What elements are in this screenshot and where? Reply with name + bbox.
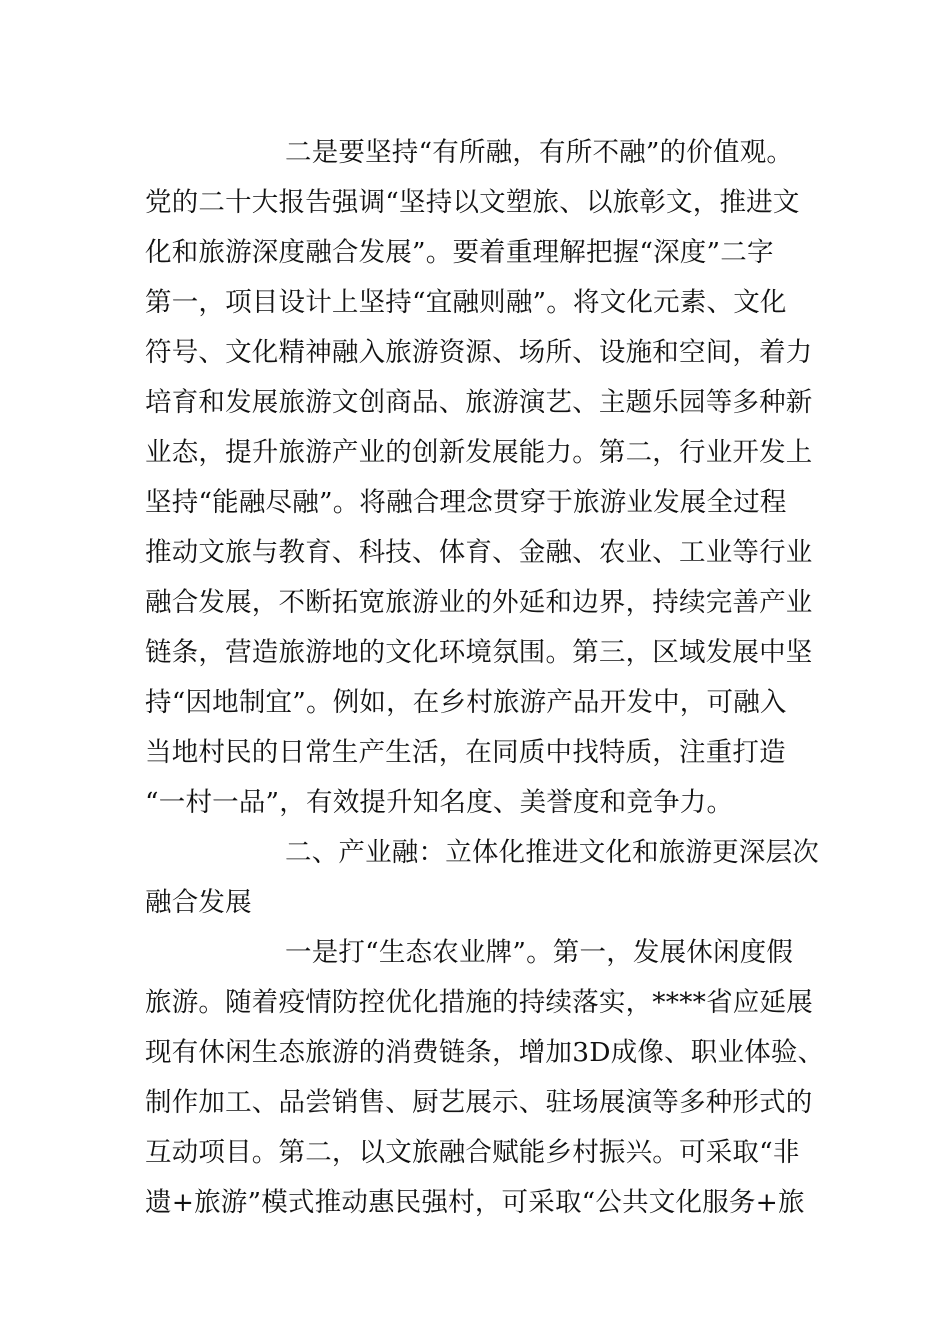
paragraph-line: 现有休闲生态旅游的消费链条，增加3D成像、职业体验、 — [145, 1037, 825, 1068]
paragraph-line: 遗+旅游”模式推动惠民强村，可采取“公共文化服务+旅 — [145, 1187, 805, 1218]
paragraph-line: 符号、文化精神融入旅游资源、场所、设施和空间，着力 — [145, 337, 813, 368]
paragraph-line: 二是要坚持“有所融，有所不融”的价值观。 — [285, 137, 794, 168]
paragraph-line: 一是打“生态农业牌”。第一，发展休闲度假 — [285, 937, 794, 968]
paragraph-line: 化和旅游深度融合发展”。要着重理解把握“深度”二字 — [145, 237, 774, 268]
paragraph-line: 坚持“能融尽融”。将融合理念贯穿于旅游业发展全过程 — [145, 487, 787, 518]
section-heading-line: 二、产业融：立体化推进文化和旅游更深层次 — [285, 837, 819, 868]
paragraph-line: 旅游。随着疫情防控优化措施的持续落实，****省应延展 — [145, 987, 813, 1018]
paragraph-line: 业态，提升旅游产业的创新发展能力。第二，行业开发上 — [145, 437, 813, 468]
section-heading-line: 融合发展 — [145, 887, 252, 918]
paragraph-line: 党的二十大报告强调“坚持以文塑旅、以旅彰文，推进文 — [145, 187, 800, 218]
paragraph-line: 链条，营造旅游地的文化环境氛围。第三，区域发展中坚 — [145, 637, 813, 668]
paragraph-line: 互动项目。第二，以文旅融合赋能乡村振兴。可采取“非 — [145, 1137, 800, 1168]
paragraph-line: 培育和发展旅游文创商品、旅游演艺、主题乐园等多种新 — [145, 387, 813, 418]
paragraph-line: 制作加工、品尝销售、厨艺展示、驻场展演等多种形式的 — [145, 1087, 813, 1118]
paragraph-line: 持“因地制宜”。例如，在乡村旅游产品开发中，可融入 — [145, 687, 787, 718]
paragraph-line: 推动文旅与教育、科技、体育、金融、农业、工业等行业 — [145, 537, 813, 568]
paragraph-line: 第一，项目设计上坚持“宜融则融”。将文化元素、文化 — [145, 287, 787, 318]
paragraph-line: “一村一品”，有效提升知名度、美誉度和竞争力。 — [145, 787, 734, 818]
paragraph-line: 融合发展，不断拓宽旅游业的外延和边界，持续完善产业 — [145, 587, 813, 618]
paragraph-line: 当地村民的日常生产生活，在同质中找特质，注重打造 — [145, 737, 786, 768]
